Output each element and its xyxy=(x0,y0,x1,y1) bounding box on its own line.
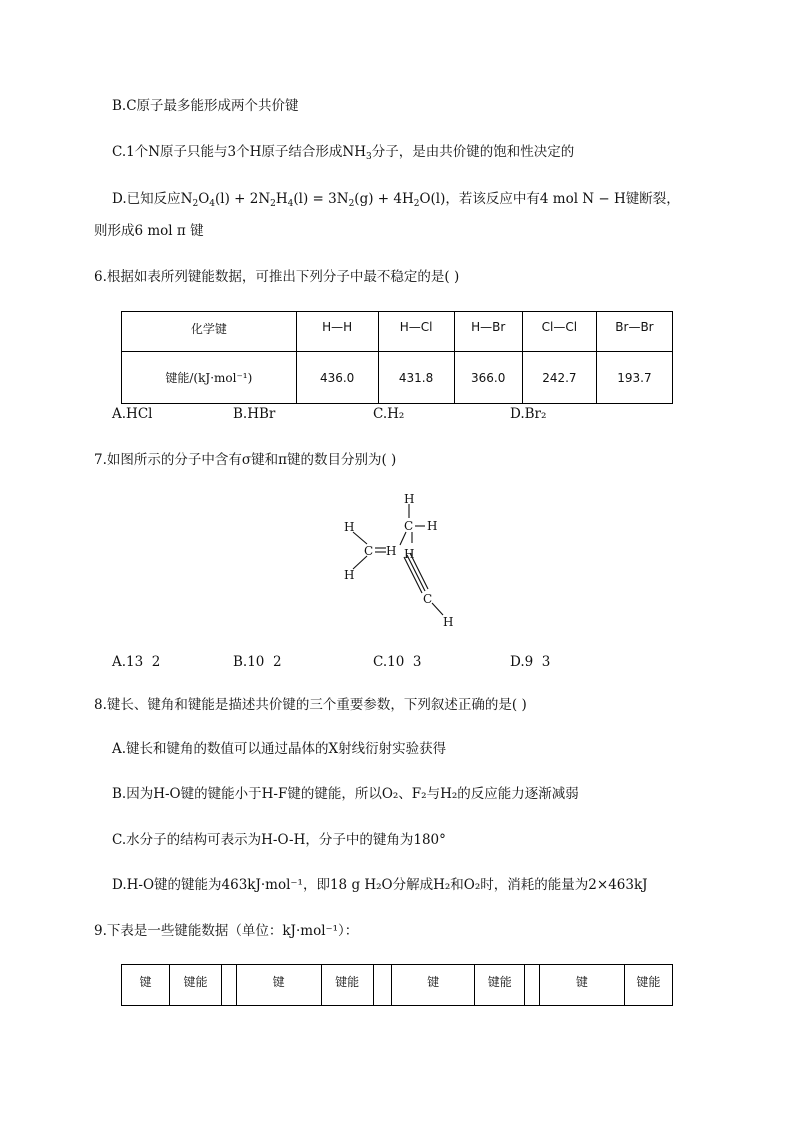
q7-option-a: A.13 2 xyxy=(112,654,161,670)
q5-option-b: B.C原子最多能形成两个共价键 xyxy=(112,98,299,114)
q9-header-bond-4: 键 xyxy=(539,965,624,1006)
atom-c-left: C xyxy=(364,544,374,558)
q9-spacer xyxy=(373,965,392,1006)
q6-option-c: C.H₂ xyxy=(373,406,405,422)
bond-hh: H—H xyxy=(296,312,378,352)
q6-option-b: B.HBr xyxy=(233,406,276,422)
q8-stem: 8.键长、键角和键能是描述共价键的三个重要参数，下列叙述正确的是( ) xyxy=(94,697,527,713)
q9-header-bond-3: 键 xyxy=(392,965,475,1006)
atom-h-upper-left: H xyxy=(344,520,355,534)
atom-c-methyl: C xyxy=(404,519,414,533)
energy-hh: 436.0 xyxy=(296,352,378,404)
atom-h-top: H xyxy=(404,492,415,506)
atom-h-middle: H xyxy=(404,547,415,561)
q7-option-b: B.10 2 xyxy=(233,654,282,670)
q8-option-b: B.因为H-O键的键能小于H-F键的键能，所以O₂、F₂与H₂的反应能力逐渐减弱 xyxy=(112,786,579,802)
atom-h-methyl-right: H xyxy=(427,519,438,533)
table-header-label: 化学键 xyxy=(122,312,297,352)
q6-stem: 6.根据如表所列键能数据，可推出下列分子中最不稳定的是( ) xyxy=(94,269,460,285)
atom-h-bottom: H xyxy=(443,615,454,629)
q8-option-a: A.键长和键角的数值可以通过晶体的X射线衍射实验获得 xyxy=(112,741,447,757)
q5-option-d-line2: 则形成6 mol π 键 xyxy=(94,223,204,239)
energy-clcl: 242.7 xyxy=(522,352,596,404)
q9-header-energy-2: 键能 xyxy=(321,965,373,1006)
q9-header-energy-1: 键能 xyxy=(170,965,222,1006)
bond-hcl: H—Cl xyxy=(378,312,454,352)
q7-option-c: C.10 3 xyxy=(373,654,422,670)
energy-hcl: 431.8 xyxy=(378,352,454,404)
q9-header-energy-3: 键能 xyxy=(475,965,525,1006)
q9-stem: 9.下表是一些键能数据（单位：kJ·mol⁻¹）： xyxy=(94,923,359,939)
q5-option-d: D.已知反应$N_2O_4(l) + 2N_2H_4(l) = 3N_2(g) + 4H_2O(l)$，若该反应中有4 mol N − H键断裂， xyxy=(112,191,680,209)
q9-bond-energy-table xyxy=(121,964,673,1006)
atom-h-lower-left: H xyxy=(344,568,355,582)
q8-option-c: C.水分子的结构可表示为H-O-H，分子中的键角为180° xyxy=(112,832,446,848)
atom-c-alkyne: C xyxy=(423,592,433,606)
bond-brbr: Br—Br xyxy=(596,312,672,352)
q7-option-d: D.9 3 xyxy=(510,654,551,670)
q6-option-a: A.HCl xyxy=(112,406,153,422)
q9-spacer xyxy=(525,965,540,1006)
atom-c-middle: H xyxy=(386,544,397,558)
q6-option-d: D.Br₂ xyxy=(510,406,547,422)
q6-bond-energy-table xyxy=(121,311,673,404)
energy-brbr: 193.7 xyxy=(596,352,672,404)
reaction-equation: $N_2O_4(l) + 2N_2H_4(l) = 3N_2(g) + 4H_2O(l)$ xyxy=(180,191,446,209)
bond-hbr: H—Br xyxy=(454,312,522,352)
q9-header-bond-2: 键 xyxy=(236,965,321,1006)
q7-stem: 7.如图所示的分子中含有σ键和π键的数目分别为( ) xyxy=(94,452,397,468)
energy-hbr: 366.0 xyxy=(454,352,522,404)
q9-header-bond-1: 键 xyxy=(122,965,170,1006)
bond-clcl: Cl—Cl xyxy=(522,312,596,352)
table-row-label: 键能/(kJ·mol⁻¹) xyxy=(122,352,297,404)
molecule-structure-diagram xyxy=(330,485,470,630)
q9-spacer xyxy=(221,965,236,1006)
q8-option-d: D.H-O键的键能为463kJ·mol⁻¹，即18 g H₂O分解成H₂和O₂时，消耗的能量为2×463kJ xyxy=(112,877,648,893)
q9-header-energy-4: 键能 xyxy=(624,965,672,1006)
q5-option-c: C.1个N原子只能与3个H原子结合形成$NH_3$分子，是由共价键的饱和性决定的 xyxy=(112,144,575,162)
